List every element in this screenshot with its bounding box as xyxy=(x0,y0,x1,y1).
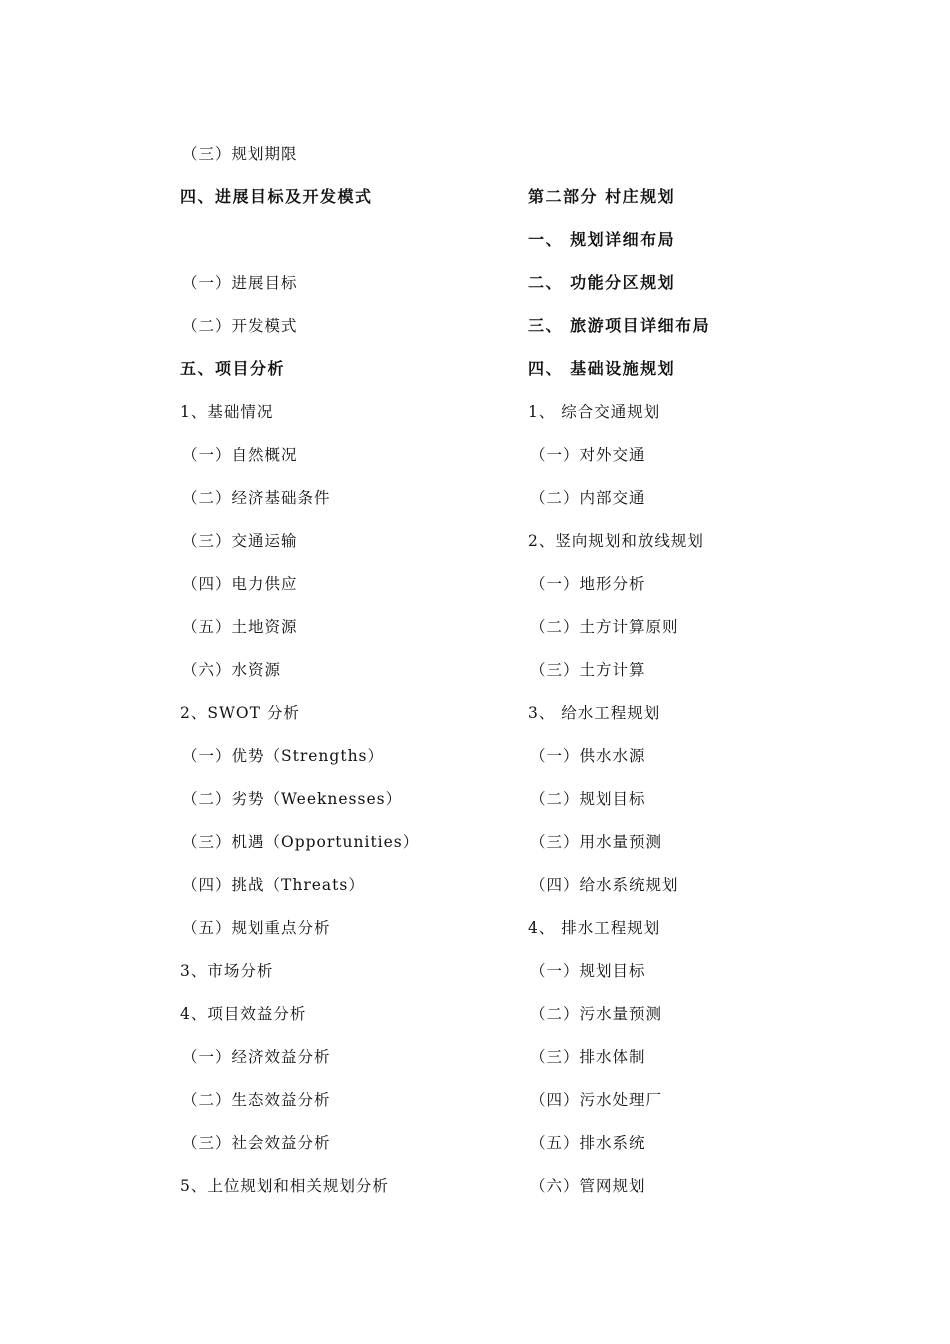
outline-item: （一）进展目标 xyxy=(182,274,298,292)
outline-item: （二）开发模式 xyxy=(182,317,298,335)
outline-item: （三）机遇（Opportunities） xyxy=(182,833,420,851)
outline-item: （二）经济基础条件 xyxy=(182,489,331,507)
outline-item: （五）规划重点分析 xyxy=(182,919,331,937)
outline-item: （一）地形分析 xyxy=(530,575,646,593)
outline-item: （三）交通运输 xyxy=(182,532,298,550)
outline-item: （二）内部交通 xyxy=(530,489,646,507)
outline-item: （四）给水系统规划 xyxy=(530,876,679,894)
outline-heading: 四、进展目标及开发模式 xyxy=(180,187,373,206)
outline-item: （六）水资源 xyxy=(182,661,282,679)
outline-item: 4、项目效益分析 xyxy=(180,1005,307,1023)
outline-item: （二）污水量预测 xyxy=(530,1005,663,1023)
outline-item: （三）规划期限 xyxy=(182,145,298,163)
outline-item: （一）供水水源 xyxy=(530,747,646,765)
outline-item: 4、 排水工程规划 xyxy=(528,919,661,937)
outline-heading: 五、项目分析 xyxy=(180,359,286,378)
outline-heading: 三、 旅游项目详细布局 xyxy=(528,316,711,335)
outline-item: （六）管网规划 xyxy=(530,1177,646,1195)
outline-item: （二）生态效益分析 xyxy=(182,1091,331,1109)
outline-item: 3、市场分析 xyxy=(180,962,274,980)
outline-heading: 二、 功能分区规划 xyxy=(528,273,676,292)
outline-item: （二）规划目标 xyxy=(530,790,646,808)
outline-item: （一）规划目标 xyxy=(530,962,646,980)
outline-item: （五）排水系统 xyxy=(530,1134,646,1152)
outline-item: （二）土方计算原则 xyxy=(530,618,679,636)
outline-item: （二）劣势（Weeknesses） xyxy=(182,790,403,808)
outline-heading: 第二部分 村庄规划 xyxy=(528,187,676,206)
outline-item: （三）社会效益分析 xyxy=(182,1134,331,1152)
outline-item: （一）优势（Strengths） xyxy=(182,747,385,765)
outline-item: （五）土地资源 xyxy=(182,618,298,636)
outline-heading: 四、 基础设施规划 xyxy=(528,359,676,378)
outline-item: （四）电力供应 xyxy=(182,575,298,593)
outline-item: （一）经济效益分析 xyxy=(182,1048,331,1066)
outline-item: （一）自然概况 xyxy=(182,446,298,464)
outline-item: （四）挑战（Threats） xyxy=(182,876,365,894)
outline-item: （三）土方计算 xyxy=(530,661,646,679)
outline-item: 5、上位规划和相关规划分析 xyxy=(180,1177,389,1195)
outline-item: 2、竖向规划和放线规划 xyxy=(528,532,704,550)
outline-item: （三）排水体制 xyxy=(530,1048,646,1066)
outline-item: （四）污水处理厂 xyxy=(530,1091,663,1109)
outline-item: （一）对外交通 xyxy=(530,446,646,464)
outline-item: （三）用水量预测 xyxy=(530,833,663,851)
outline-heading: 一、 规划详细布局 xyxy=(528,230,676,249)
outline-item: 1、基础情况 xyxy=(180,403,274,421)
outline-item: 2、SWOT 分析 xyxy=(180,704,300,722)
outline-item: 3、 给水工程规划 xyxy=(528,704,661,722)
outline-item: 1、 综合交通规划 xyxy=(528,403,661,421)
